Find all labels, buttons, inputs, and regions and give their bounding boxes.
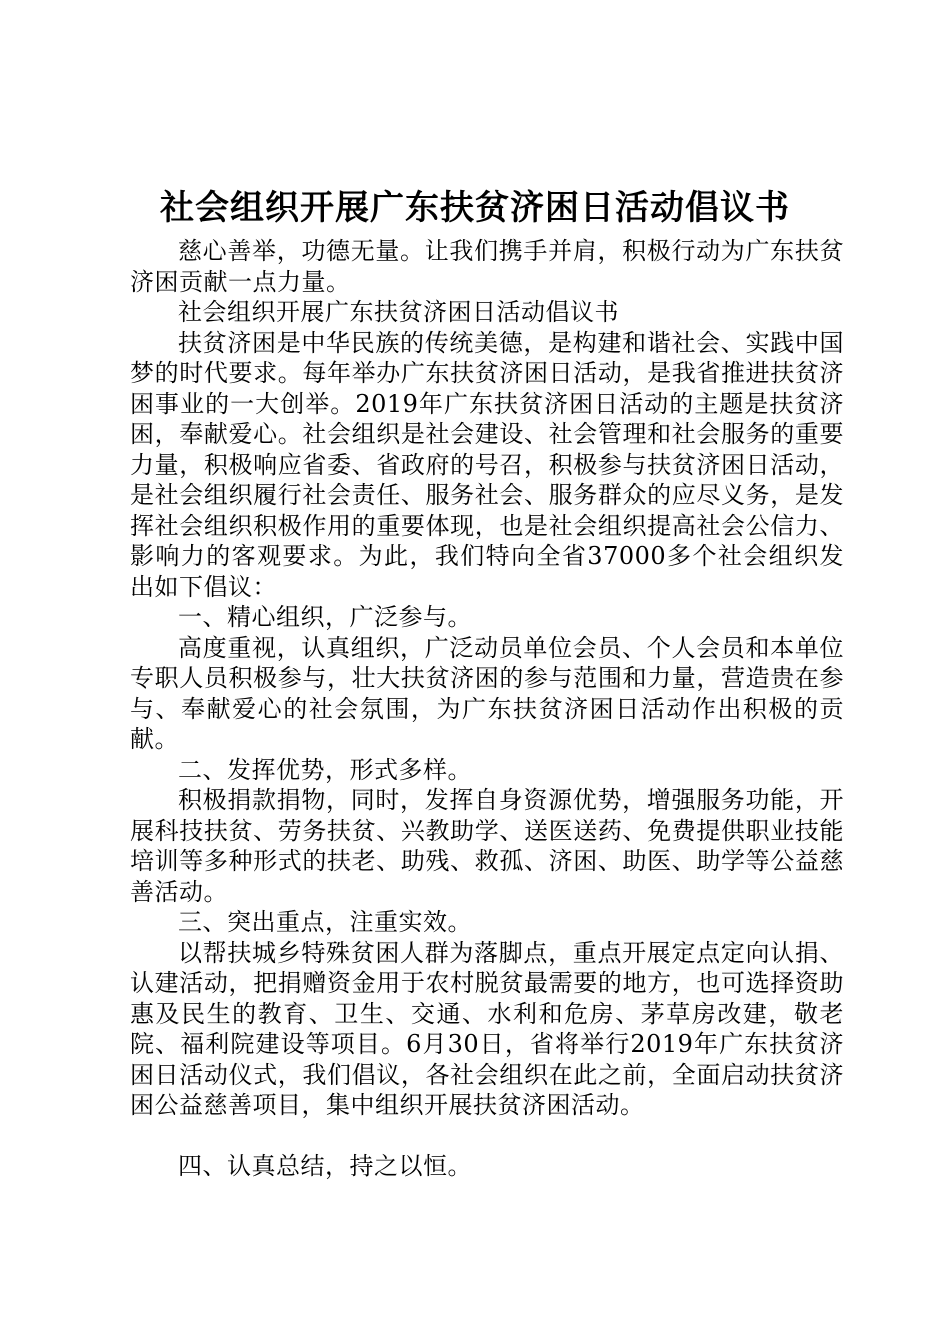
section-heading-4: 四、认真总结，持之以恒。 <box>178 1151 472 1180</box>
paragraph-section-2: 积极捐款捐物，同时，发挥自身资源优势，增强服务功能，开展科技扶贫、劳务扶贫、兴教助学、送医送药、免费提供职业技能培训等多种形式的扶老、助残、救孤、济困、助医、助学等公益慈善活动。 <box>130 786 844 906</box>
section-heading-2: 二、发挥优势，形式多样。 <box>178 755 472 784</box>
paragraph-subtitle: 社会组织开展广东扶贫济困日活动倡议书 <box>178 298 619 326</box>
paragraph-section-1: 高度重视，认真组织，广泛动员单位会员、个人会员和本单位专职人员积极参与，壮大扶贫济困的参与范围和力量，营造贵在参与、奉献爱心的社会氛围，为广东扶贫济困日活动作出积极的贡献。 <box>130 633 844 753</box>
paragraph-background: 扶贫济困是中华民族的传统美德，是构建和谐社会、实践中国梦的时代要求。每年举办广东扶贫济困日活动，是我省推进扶贫济困事业的一大创举。2019年广东扶贫济困日活动的主题是扶贫济困，奉献爱心。社会组织是社会建设、社会管理和社会服务的重要力量，积极响应省委、省政府的号召，积极参与扶贫济困日活动，是社会组织履行社会责任、服务社会、服务群众的应尽义务，是发挥社会组织积极作用的重要体现，也是社会组织提高社会公信力、影响力的客观要求。为此，我们特向全省37000多个社会组织发出如下倡议： <box>130 328 844 601</box>
section-heading-3: 三、突出重点，注重实效。 <box>178 908 472 936</box>
paragraph-intro: 慈心善举，功德无量。让我们携手并肩，积极行动为广东扶贫济困贡献一点力量。 <box>130 237 844 296</box>
paragraph-section-3: 以帮扶城乡特殊贫困人群为落脚点，重点开展定点定向认捐、认建活动，把捐赠资金用于农村脱贫最需要的地方，也可选择资助惠及民生的教育、卫生、交通、水利和危房、茅草房改建，敬老院、福利院建设等项目。6月30日，省将举行2019年广东扶贫济困日活动仪式，我们倡议，各社会组织在此之前，全面启动扶贫济困公益慈善项目，集中组织开展扶贫济困活动。 <box>130 938 844 1119</box>
section-heading-1: 一、精心组织，广泛参与。 <box>178 603 472 631</box>
document-body <box>130 236 844 1181</box>
document-title: 社会组织开展广东扶贫济困日活动倡议书 <box>160 188 790 228</box>
